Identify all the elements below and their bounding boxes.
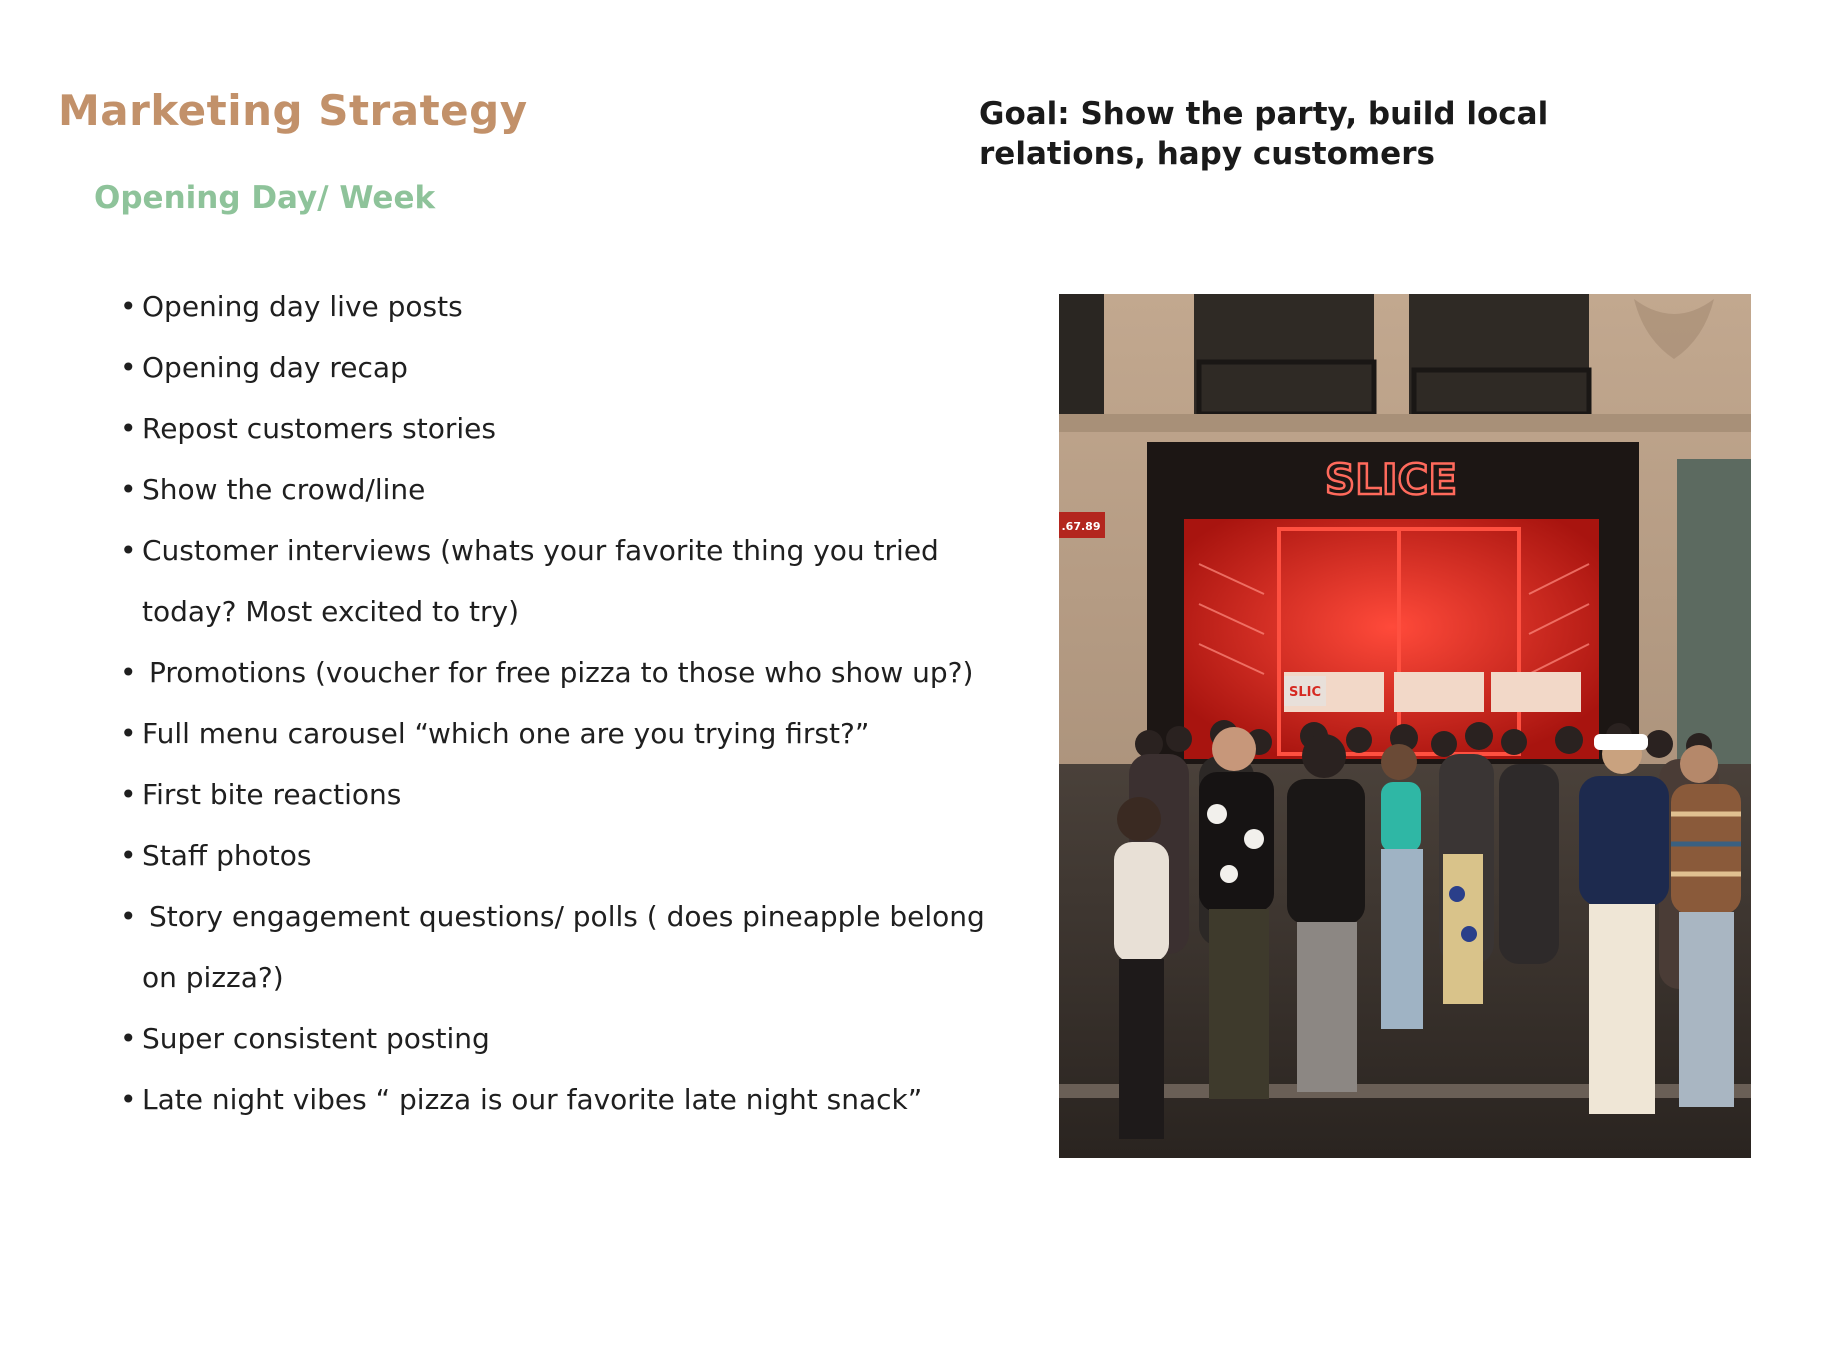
list-item: • First bite reactions	[118, 764, 1018, 825]
goal-statement	[979, 94, 1619, 174]
storefront-illustration	[1059, 294, 1751, 1158]
upper-window	[1409, 294, 1589, 414]
list-item: • Story engagement questions/ polls ( does pineapple belong on pizza?)	[118, 886, 1018, 1008]
inner-sign: SLIC	[1288, 685, 1322, 700]
list-item: • Promotions (voucher for free pizza to those who show up?)	[118, 642, 1018, 703]
side-door	[1677, 459, 1751, 779]
bullet-icon: •	[120, 290, 137, 323]
menu-board	[1394, 672, 1484, 712]
list-item: • Show the crowd/line	[118, 459, 1018, 520]
list-item: • Customer interviews (whats your favorite thing you tried today? Most excited to try)	[118, 520, 1018, 642]
price-tag-text: .67.89	[1061, 520, 1101, 533]
bullet-icon: •	[120, 778, 137, 811]
bullet-icon: •	[120, 351, 137, 384]
bullet-icon: •	[120, 717, 137, 750]
cornice	[1059, 414, 1751, 432]
bullet-icon: •	[120, 900, 137, 933]
bullet-icon: •	[120, 534, 137, 567]
storefront-photo	[1059, 294, 1751, 1158]
bullet-icon: •	[120, 839, 137, 872]
bullet-icon: •	[120, 473, 137, 506]
bullet-icon: •	[120, 412, 137, 445]
upper-window	[1059, 294, 1104, 414]
menu-board	[1491, 672, 1581, 712]
strategy-list	[118, 276, 1018, 1130]
list-item: • Late night vibes “ pizza is our favorite late night snack”	[118, 1069, 1018, 1130]
bullet-icon: •	[120, 1022, 137, 1055]
neon-sign: SLICE	[1324, 455, 1458, 504]
list-item: • Opening day live posts	[118, 276, 1018, 337]
bullet-icon: •	[120, 1083, 137, 1116]
shop-interior	[1184, 519, 1599, 759]
page-title: Marketing Strategy	[58, 86, 528, 135]
bullet-icon: •	[120, 656, 137, 689]
list-item: • Staff photos	[118, 825, 1018, 886]
section-subtitle: Opening Day/ Week	[94, 180, 436, 216]
list-item: • Super consistent posting	[118, 1008, 1018, 1069]
list-item: • Full menu carousel “which one are you trying first?”	[118, 703, 1018, 764]
list-item: • Opening day recap	[118, 337, 1018, 398]
upper-window	[1194, 294, 1374, 414]
list-item: • Repost customers stories	[118, 398, 1018, 459]
goal-line-2: relations, hapy customers	[979, 136, 1435, 172]
goal-line-1: Goal: Show the party, build local	[979, 96, 1549, 132]
